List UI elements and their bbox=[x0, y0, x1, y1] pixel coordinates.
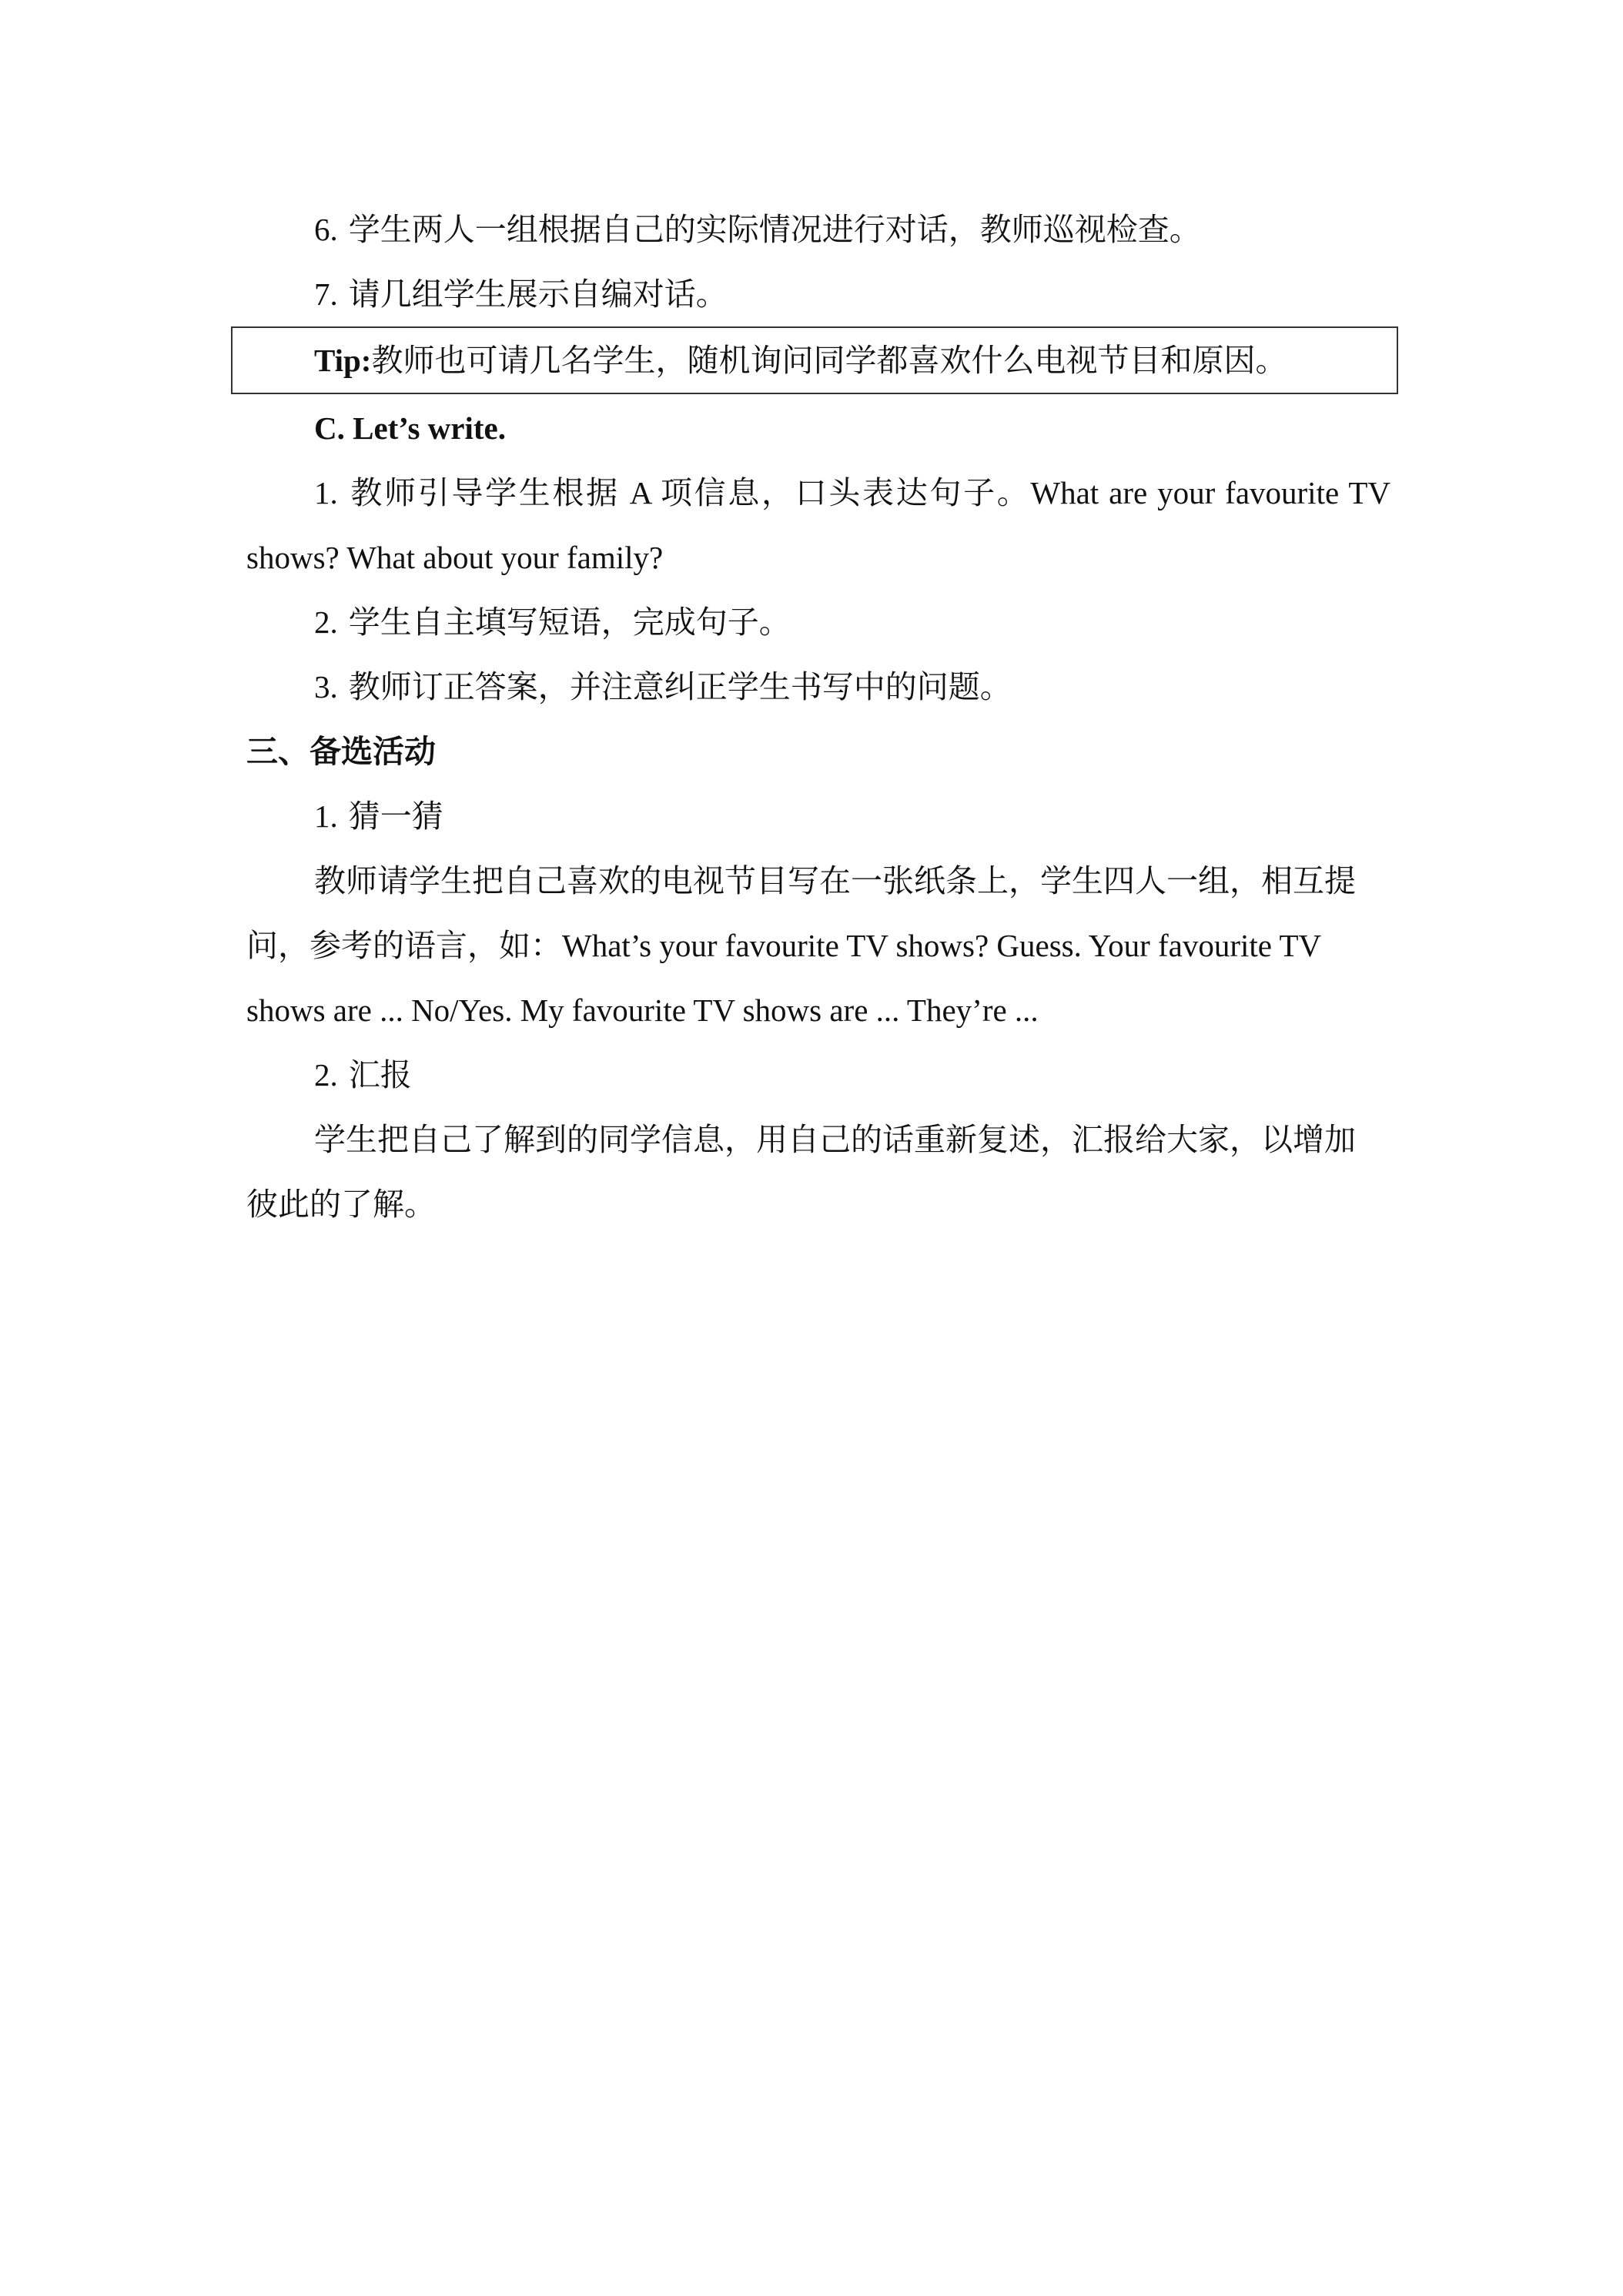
tip-label: Tip: bbox=[314, 343, 372, 378]
item-text: 请几组学生展示自编对话。 bbox=[348, 276, 728, 312]
activity-2-line2: 彼此的了解。 bbox=[246, 1186, 436, 1222]
section-c-title: C. Let’s write. bbox=[314, 410, 506, 446]
list-item bbox=[246, 197, 1390, 262]
list-item bbox=[246, 262, 1390, 326]
item-number: 6. bbox=[314, 212, 338, 247]
activity-2-title bbox=[246, 1043, 1390, 1107]
item-number: 2. bbox=[314, 1057, 338, 1093]
item-text: 汇报 bbox=[348, 1057, 412, 1093]
activity-1-line1: 教师请学生把自己喜欢的电视节目写在一张纸条上，学生四人一组，相互提 bbox=[314, 863, 1356, 899]
section-3-title: 三、备选活动 bbox=[246, 734, 436, 769]
section-c-step3 bbox=[246, 654, 1390, 719]
section-c-step2 bbox=[246, 590, 1390, 654]
item-number: 7. bbox=[314, 276, 338, 312]
activity-1-title bbox=[246, 784, 1390, 848]
item-text: 猜一猜 bbox=[348, 798, 443, 834]
item-text: 学生两人一组根据自己的实际情况进行对话，教师巡视检查。 bbox=[348, 212, 1201, 247]
item-text: 教师订正答案，并注意纠正学生书写中的问题。 bbox=[348, 669, 1012, 705]
section-c-step1-line1 bbox=[246, 460, 1390, 525]
item-text: 教师引导学生根据 A 项信息，口头表达句子。What are your favourite TV bbox=[348, 475, 1390, 510]
activity-2-line1: 学生把自己了解到的同学信息，用自己的话重新复述，汇报给大家，以增加 bbox=[314, 1122, 1356, 1157]
item-text: 学生自主填写短语，完成句子。 bbox=[348, 604, 791, 640]
document-body bbox=[246, 197, 1390, 1237]
item-number: 1. bbox=[314, 475, 338, 510]
section-c-step1-line2: shows? What about your family? bbox=[246, 540, 664, 575]
item-number: 2. bbox=[314, 604, 338, 640]
tip-box bbox=[231, 326, 1398, 394]
item-number: 3. bbox=[314, 669, 338, 705]
item-number: 1. bbox=[314, 798, 338, 834]
tip-line bbox=[233, 328, 1397, 393]
activity-1-line3: shows are ... No/Yes. My favourite TV shows are ... They’re ... bbox=[246, 992, 1039, 1028]
tip-text: 教师也可请几名学生，随机询问同学都喜欢什么电视节目和原因。 bbox=[371, 343, 1287, 378]
activity-1-line2: 问，参考的语言，如：What’s your favourite TV shows? Guess. Your favourite TV bbox=[246, 928, 1322, 963]
